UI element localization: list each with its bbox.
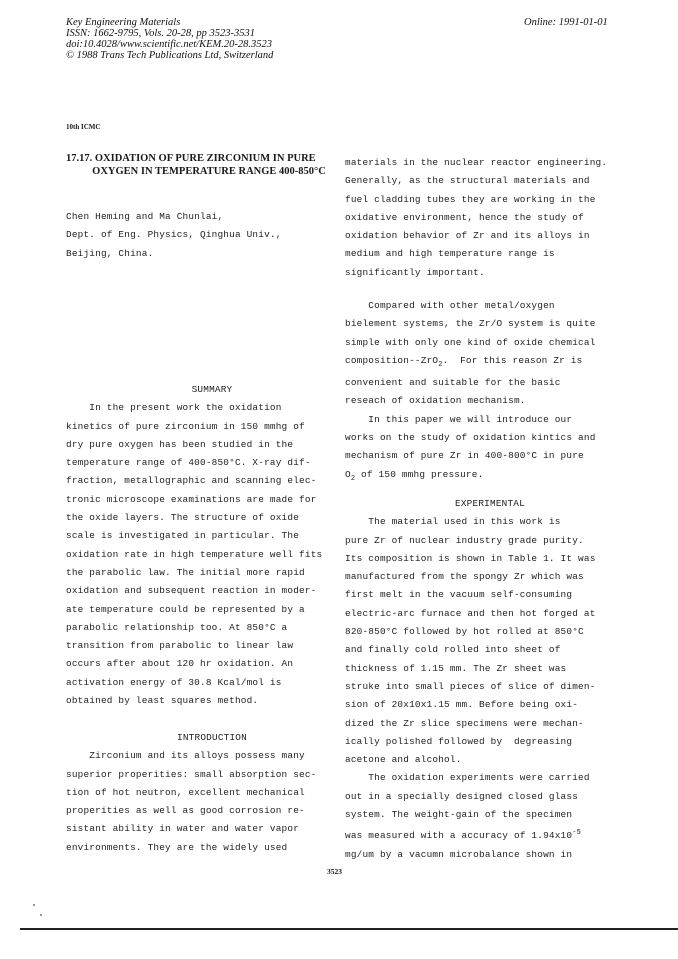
experimental-heading: EXPERIMENTAL [455, 498, 525, 509]
exp-line: manufactured from the spongy Zr which was [345, 571, 584, 583]
para2-line: bielement systems, the Zr/O system is quite [345, 318, 596, 330]
intro-line: superior properities: small absorption sec- [66, 768, 317, 780]
summary-line: scale is investigated in particular. The [66, 530, 300, 542]
title-line-2: OXYGEN IN TEMPERATURE RANGE 400-850°C [92, 166, 326, 177]
journal-header [66, 17, 273, 61]
zro2-subscript: 2 [438, 360, 443, 369]
summary-section [66, 381, 338, 710]
intro-cont-line: materials in the nuclear reactor engineering. [345, 157, 608, 168]
author-block [66, 208, 282, 263]
zro2-tail: . For this reason Zr is [442, 354, 583, 366]
o2-tail: of 150 mmhg pressure. [355, 468, 484, 480]
exp-line: system. The weight-gain of the specimen [345, 809, 573, 821]
para2-line: simple with only one kind of oxide chemical [345, 336, 596, 348]
exp-line: 820-850°C followed by hot rolled at 850°C [345, 626, 584, 638]
summary-line: ate temperature could be represented by a [66, 603, 305, 615]
intro-cont-line: significantly important. [345, 266, 485, 278]
summary-line: parabolic relationship too. At 850°C a [66, 621, 288, 633]
intro-line: tion of hot neutron, excellent mechanical [66, 786, 305, 798]
intro-cont-line: Generally, as the structural materials and [345, 175, 590, 187]
introduction-heading: INTRODUCTION [177, 732, 247, 743]
page-number: 3523 [327, 867, 342, 876]
exp-line: The oxidation experiments were carried [345, 772, 590, 784]
exp-line: mg/um by a vacumn microbalance shown in [345, 848, 573, 860]
para2-line-o2 [345, 466, 635, 488]
o2-subscript: 2 [350, 474, 356, 483]
introduction-section [66, 729, 338, 857]
o2-base: O [345, 468, 351, 480]
exp-line: Its composition is shown in Table 1. It was [345, 552, 596, 564]
exp-line: thickness of 1.15 mm. The Zr sheet was [345, 662, 567, 674]
author-dept: Dept. of Eng. Physics, Qinghua Univ., [66, 229, 282, 241]
summary-line: the parabolic law. The initial more rapid [66, 566, 305, 578]
summary-line: transition from parabolic to linear law [66, 640, 294, 652]
accuracy-text: was measured with a accuracy of 1.94x10 [345, 830, 573, 842]
summary-line: fraction, metallographic and scanning elec- [66, 475, 317, 487]
journal-name: Key Engineering Materials [66, 17, 181, 28]
summary-line: oxidation and subsequent reaction in moder- [66, 585, 317, 597]
accuracy-exponent: -5 [572, 829, 582, 838]
exp-line: electric-arc furnace and then hot forged at [345, 607, 596, 619]
exp-line: ically polished followed by degreasing [345, 735, 573, 747]
exp-line: out in a specially designed closed glass [345, 790, 579, 802]
para2-line: reseach of oxidation mechanism. [345, 395, 526, 407]
exp-line: dized the Zr slice specimens were mechan- [345, 717, 584, 729]
exp-line: first melt in the vacuum self-consuming [345, 589, 573, 601]
online-date: Online: 1991-01-01 [524, 17, 608, 28]
exp-line: pure Zr of nuclear industry grade purity. [345, 534, 584, 546]
exp-line: and finally cold rolled into sheet of [345, 644, 561, 656]
paper-title [66, 152, 338, 178]
summary-line: activation energy of 30.8 Kcal/mol is [66, 676, 282, 688]
intro-cont-line: oxidation behavior of Zr and its alloys in [345, 230, 590, 242]
issn-line: ISSN: 1662-9795, Vols. 20-28, pp 3523-3531 [66, 28, 255, 39]
intro-line: environments. They are the widely used [66, 841, 288, 853]
para2-line: convenient and suitable for the basic [345, 377, 561, 389]
conference-label: 10th ICMC [66, 123, 101, 131]
intro-cont-line: medium and high temperature range is [345, 248, 555, 260]
summary-line: obtained by least squares method. [66, 695, 259, 707]
scan-speck [40, 914, 42, 916]
zro2-text: composition--ZrO [345, 354, 439, 366]
para2-line: mechanism of pure Zr in 400-800°C in pure [345, 450, 584, 462]
intro-line: properities as well as good corrosion re- [66, 805, 305, 817]
para2-line: works on the study of oxidation kintics and [345, 431, 596, 443]
summary-line: the oxide layers. The structure of oxide [66, 512, 300, 524]
summary-line: dry pure oxygen has been studied in the [66, 438, 294, 450]
exp-line-accuracy [345, 824, 635, 845]
doi-line[interactable]: doi:10.4028/www.scientific.net/KEM.20-28.3523 [66, 39, 272, 50]
author-names: Chen Heming and Ma Chunlai, [66, 211, 224, 222]
intro-cont-line: fuel cladding tubes they are working in the [345, 193, 596, 205]
para2-line: Compared with other metal/oxygen [345, 300, 555, 311]
summary-line: temperature range of 400-850°C. X-ray dif- [66, 457, 311, 469]
exp-line: struke into small pieces of slice of dimen- [345, 680, 596, 692]
para2-line-zro2 [345, 352, 635, 374]
summary-line: tronic microscope examinations are made for [66, 493, 317, 505]
intro-continuation [345, 154, 635, 282]
summary-line: occurs after about 120 hr oxidation. An [66, 658, 294, 670]
para2-line: In this paper we will introduce our [345, 413, 573, 425]
intro-cont-line: oxidative environment, hence the study of [345, 211, 584, 223]
exp-line: acetone and alcohol. [345, 754, 462, 766]
copyright-line: © 1988 Trans Tech Publications Ltd, Switzerland [66, 50, 274, 61]
intro-paragraph-2 [345, 297, 635, 488]
scan-speck [33, 904, 35, 906]
title-line-1: 17.17. OXIDATION OF PURE ZIRCONIUM IN PURE [66, 153, 316, 164]
page-bottom-rule [20, 928, 678, 930]
experimental-section [345, 495, 635, 864]
summary-line: kinetics of pure zirconium in 150 mmhg of [66, 420, 305, 432]
intro-line: Zirconium and its alloys possess many [66, 750, 305, 762]
author-city: Beijing, China. [66, 247, 154, 259]
summary-heading: SUMMARY [191, 384, 233, 395]
summary-line: oxidation rate in high temperature well fits [66, 548, 323, 560]
exp-line: sion of 20x10x1.15 mm. Before being oxi- [345, 699, 579, 711]
exp-line: The material used in this work is [345, 516, 561, 528]
intro-line: sistant ability in water and water vapor [66, 823, 300, 835]
summary-line: In the present work the oxidation [66, 402, 282, 414]
